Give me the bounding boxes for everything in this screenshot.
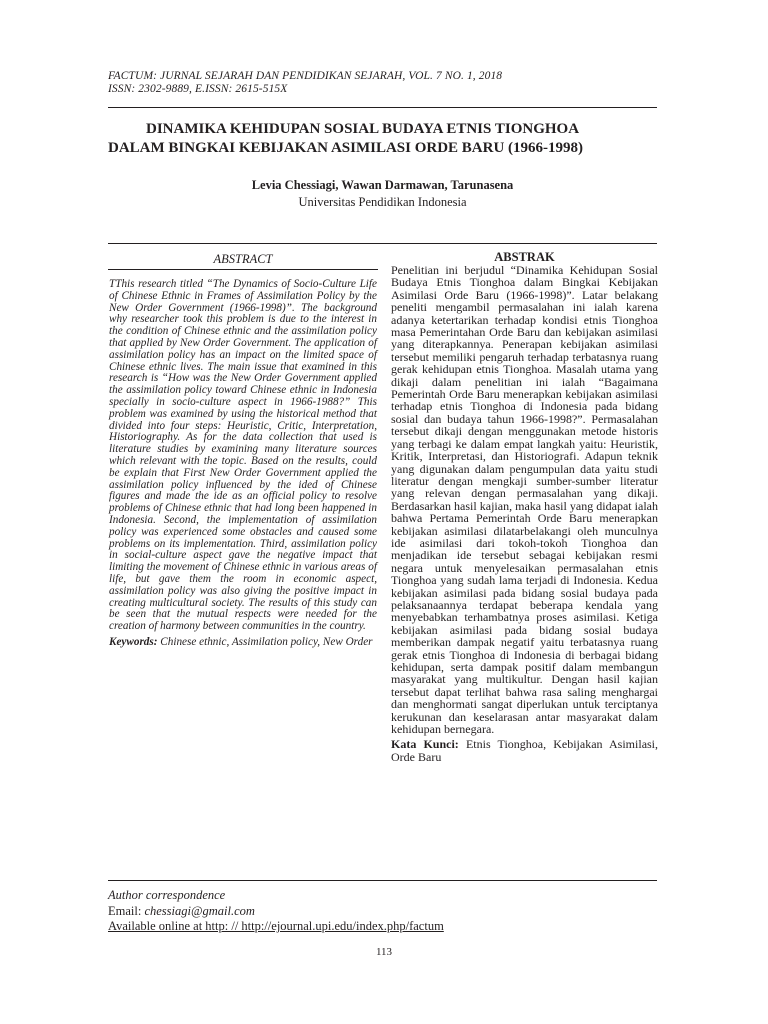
page-number: 113	[375, 946, 393, 958]
abstract-indonesian	[391, 264, 658, 763]
author-correspondence: Author correspondence	[108, 888, 226, 902]
authors: Levia Chessiagi, Wawan Darmawan, Tarunasena	[251, 178, 514, 192]
paper-title	[108, 120, 657, 158]
affiliation: Universitas Pendidikan Indonesia	[298, 195, 467, 209]
abstrak-body: Penelitian ini berjudul “Dinamika Kehidupan Sosial Budaya Etnis Tionghoa dalam Bingkai Kebijakan Asimilasi Orde Baru (1966-1998)”. Latar belakang peneliti mengambil permasalahan ini ialah karena adanya ketertarikan terhadap kondisi etnis Tionghoa masa Pemerintahan Orde Baru dan kebijakan asimilasi yang diterapkannya. Penerapan kebijakan asimilasi tersebut memiliki pengaruh terhadap terbatasnya ruang gerak kehidupan etnis Tionghoa. Masalah utama yang dikaji dalam penelitian ini ialah “Bagaimana Pemerintah Orde Baru menerapkan kebijakan asimilasi terhadap etnis Tionghoa di Indonesia pada bidang sosial dan budaya tahun 1966-1998?”. Permasalahan tersebut dikaji dengan menggunakan metode historis yang terbagi ke dalam empat langkah yaitu: Heuristik, Kritik, Interpretasi, dan Historiografi. Adapun teknik yang digunakan dalam pengumpulan data yaitu studi literatur dengan mengkaji sumber-sumber literatur yang relevan dengan permasalahan yang dikaji. Berdasarkan hasil kajian, maka hasil yang didapat ialah bahwa Pertama Pemerintah Orde Baru menerapkan kebijakan asimilasi dilatarbelakangi oleh munculnya ide asimilasi dari tokoh-tokoh Tionghoa dan menjadikan ide tersebut sebagai kebijakan resmi negara untuk menyelesaikan permasalahan etnis Tionghoa yang sudah lama terjadi di Indonesia. Kedua kebijakan asimilasi pada bidang sosial budaya pada pelaksanaannya terdapat beberapa kendala yang menyebabkan terhambatnya proses asimilasi. Ketiga kebijakan asimilasi pada bidang sosial budaya memberikan dampak negatif yaitu terbatasnya ruang gerak etnis Tionghoa di Indonesia di berbagai bidang kehidupan, serta dampak positif dalam membangun masyarakat yang multikultur. Dengan hasil kajian tersebut dapat terlihat bahwa rasa saling menghargai dan menghormati sangat diperlukan untuk terciptanya kerukunan dan keselarasan antar masyarakat dalam kehidupan bernegara.	[391, 263, 658, 737]
issn-line: ISSN: 2302-9889, E.ISSN: 2615-515X	[108, 83, 288, 95]
email-label: Email:	[108, 903, 142, 918]
kata-kunci-label: Kata Kunci:	[391, 737, 459, 752]
footer	[108, 888, 444, 935]
keywords-text: Chinese ethnic, Assimilation policy, New Order	[160, 635, 373, 648]
abstract-heading: ABSTRACT	[213, 252, 273, 266]
footer-rule	[108, 880, 657, 881]
email-line	[108, 904, 444, 920]
email-address[interactable]: chessiagi@gmail.com	[144, 903, 255, 918]
kata-kunci-text: Etnis Tionghoa, Kebijakan Asimilasi, Orde Baru	[391, 737, 659, 764]
abstract-heading-rule	[108, 269, 378, 270]
online-link[interactable]: Available online at http: // http://ejournal.upi.edu/index.php/factum	[108, 919, 444, 933]
abstract-top-rule	[108, 243, 657, 244]
abstract-body: TThis research titled “The Dynamics of Socio-Culture Life of Chinese Ethnic in Frames of Assimilation Policy by the New Order Government (1966-1998)”. The background why researcher took this problem is due to the interest in the condition of Chinese ethnic and the assimilation policy that applied by New Order Government. The application of assimilation policy has an impact on the limited space of Chinese ethnic lives. The main issue that examined in this research is “How was the New Order Government applied the assimilation policy toward Chinese ethnic in Indonesia specially in socio-culture aspect in 1966-1988?” This problem was examined by using the historical method that divided into four steps: Heuristic, Critic, Interpretation, Historiography. As for the data collection that used is literature studies by examining many literature sources which relevant with the topic. Based on the results, could be explain that First New Order Government applied the assimilation policy influenced by the ided of Chinese figures and made the ide as an official policy to resolve problems of Chinese ethnic that had long been happened in Indonesia. Second, the implementation of assimilation policy was experienced some obstacles and caused some problems on its implementation. Third, assimilation policy in social-culture aspect gave the negative impact that limiting the movement of Chinese ethnic in various areas of life, but gave them the room in economic aspect, assimilation policy was also giving the positive impact in creating multicultural society. The results of this study can be seen that the mutual respects were needed for the creation of harmony between communities in the country.	[109, 278, 377, 633]
title-line-1: DINAMIKA KEHIDUPAN SOSIAL BUDAYA ETNIS TIONGHOA	[146, 121, 580, 137]
header-rule	[108, 107, 657, 108]
keywords	[109, 637, 377, 649]
abstract-english	[109, 279, 377, 649]
journal-name: FACTUM: JURNAL SEJARAH DAN PENDIDIKAN SEJARAH, VOL. 7 NO. 1, 2018	[108, 70, 503, 82]
abstrak-heading: ABSTRAK	[494, 250, 555, 264]
title-line-2: DALAM BINGKAI KEBIJAKAN ASIMILASI ORDE BARU (1966-1998)	[108, 140, 584, 156]
journal-header	[108, 70, 502, 96]
keywords-label: Keywords:	[109, 635, 158, 648]
kata-kunci	[391, 738, 658, 763]
